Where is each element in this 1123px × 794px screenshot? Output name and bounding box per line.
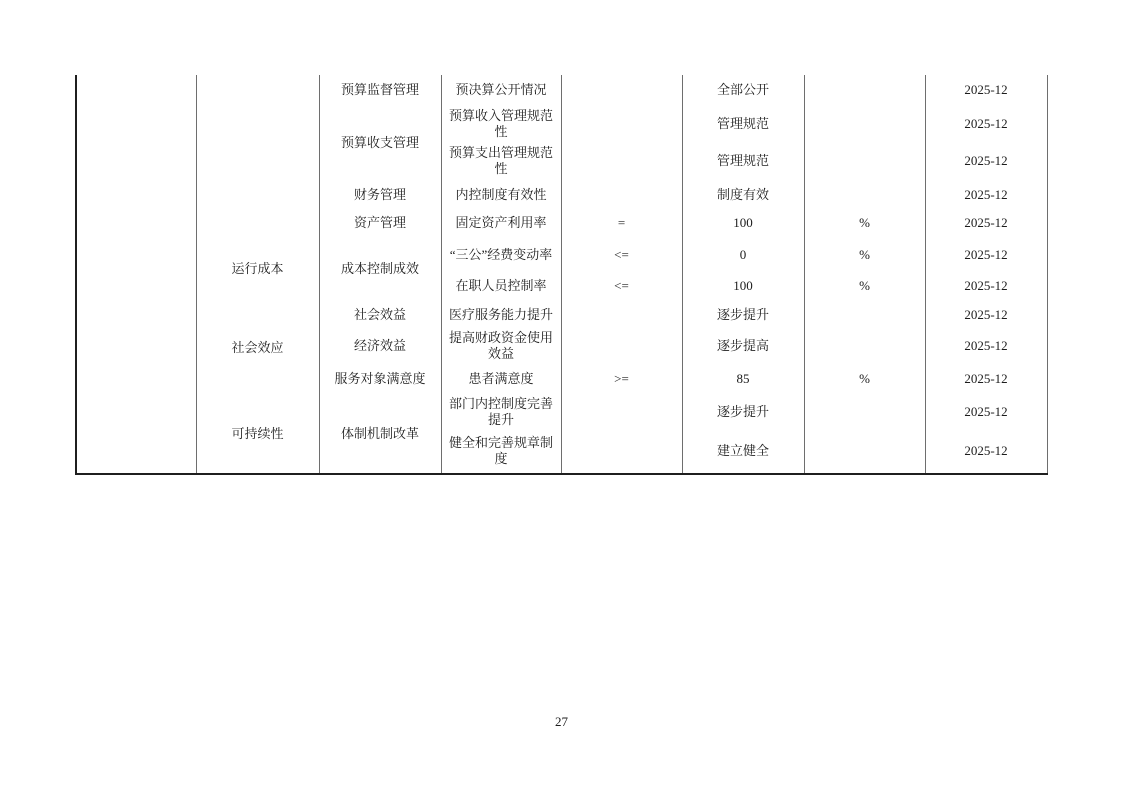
cell-unit: % bbox=[804, 363, 925, 395]
cell-indicator-value: 逐步提高 bbox=[682, 329, 804, 363]
cell-deadline: 2025-12 bbox=[925, 300, 1047, 329]
cell-indicator-value: 85 bbox=[682, 363, 804, 395]
cell-indicator-nature: <= bbox=[561, 272, 682, 300]
cell-indicator-name: 提高财政资金使用效益 bbox=[441, 329, 561, 363]
cell-unit bbox=[804, 142, 925, 180]
cell-deadline: 2025-12 bbox=[925, 429, 1047, 474]
cell-unit: % bbox=[804, 209, 925, 237]
cell-unit: % bbox=[804, 237, 925, 272]
cell-indicator-nature bbox=[561, 300, 682, 329]
cell-deadline: 2025-12 bbox=[925, 363, 1047, 395]
cell-indicator-nature: = bbox=[561, 209, 682, 237]
cell-tertiary-indicator: 社会效益 bbox=[319, 300, 441, 329]
cell-tertiary-indicator: 资产管理 bbox=[319, 209, 441, 237]
cell-deadline: 2025-12 bbox=[925, 75, 1047, 105]
table-row bbox=[76, 300, 1047, 329]
cell-deadline: 2025-12 bbox=[925, 105, 1047, 142]
cell-indicator-value: 0 bbox=[682, 237, 804, 272]
cell-tertiary-indicator: 体制机制改革 bbox=[319, 395, 441, 474]
cell-deadline: 2025-12 bbox=[925, 237, 1047, 272]
cell-unit bbox=[804, 395, 925, 429]
cell-indicator-value: 100 bbox=[682, 272, 804, 300]
cell-unit bbox=[804, 329, 925, 363]
cell-indicator-nature bbox=[561, 75, 682, 105]
table-row bbox=[76, 75, 1047, 105]
cell-indicator-nature bbox=[561, 329, 682, 363]
cell-tertiary-indicator: 预算监督管理 bbox=[319, 75, 441, 105]
cell-tertiary-indicator: 服务对象满意度 bbox=[319, 363, 441, 395]
cell-indicator-name: “三公”经费变动率 bbox=[441, 237, 561, 272]
cell-tertiary-indicator: 预算收支管理 bbox=[319, 105, 441, 180]
cell-indicator-name: 内控制度有效性 bbox=[441, 180, 561, 209]
page-number: 27 bbox=[555, 714, 568, 729]
cell-indicator-name: 固定资产利用率 bbox=[441, 209, 561, 237]
cell-indicator-name: 患者满意度 bbox=[441, 363, 561, 395]
cell-unit bbox=[804, 429, 925, 474]
cell-indicator-name: 医疗服务能力提升 bbox=[441, 300, 561, 329]
cell-indicator-value: 100 bbox=[682, 209, 804, 237]
cell-indicator-name: 在职人员控制率 bbox=[441, 272, 561, 300]
cell-deadline: 2025-12 bbox=[925, 180, 1047, 209]
cell-indicator-value: 逐步提升 bbox=[682, 300, 804, 329]
cell-unit bbox=[804, 75, 925, 105]
cell-deadline: 2025-12 bbox=[925, 142, 1047, 180]
cell-deadline: 2025-12 bbox=[925, 209, 1047, 237]
cell-tertiary-indicator: 财务管理 bbox=[319, 180, 441, 209]
cell-indicator-nature bbox=[561, 142, 682, 180]
cell-indicator-nature bbox=[561, 180, 682, 209]
cell-indicator-name: 预决算公开情况 bbox=[441, 75, 561, 105]
cell-indicator-nature: <= bbox=[561, 237, 682, 272]
cell-indicator-value: 管理规范 bbox=[682, 105, 804, 142]
cell-indicator-nature bbox=[561, 429, 682, 474]
cell-indicator-name: 预算收入管理规范性 bbox=[441, 105, 561, 142]
cell-indicator-nature bbox=[561, 395, 682, 429]
cell-unit: % bbox=[804, 272, 925, 300]
cell-indicator-name: 健全和完善规章制度 bbox=[441, 429, 561, 474]
cell-indicator-nature: >= bbox=[561, 363, 682, 395]
cell-deadline: 2025-12 bbox=[925, 395, 1047, 429]
table-row bbox=[76, 395, 1047, 429]
cell-indicator-value: 全部公开 bbox=[682, 75, 804, 105]
table-row bbox=[76, 237, 1047, 272]
cell-unit bbox=[804, 300, 925, 329]
cell-indicator-value: 逐步提升 bbox=[682, 395, 804, 429]
cell-indicator-value: 管理规范 bbox=[682, 142, 804, 180]
cell-secondary-indicator: 可持续性 bbox=[196, 395, 319, 474]
cell-secondary-indicator: 运行成本 bbox=[196, 237, 319, 300]
cell-unit bbox=[804, 180, 925, 209]
cell-blank-group bbox=[76, 75, 196, 474]
cell-indicator-value: 制度有效 bbox=[682, 180, 804, 209]
cell-unit bbox=[804, 105, 925, 142]
cell-deadline: 2025-12 bbox=[925, 329, 1047, 363]
cell-indicator-value: 建立健全 bbox=[682, 429, 804, 474]
cell-indicator-nature bbox=[561, 105, 682, 142]
cell-tertiary-indicator: 经济效益 bbox=[319, 329, 441, 363]
performance-indicator-table bbox=[75, 75, 1048, 475]
cell-secondary-indicator: 社会效应 bbox=[196, 300, 319, 395]
cell-blank-secondary bbox=[196, 75, 319, 237]
cell-tertiary-indicator: 成本控制成效 bbox=[319, 237, 441, 300]
cell-deadline: 2025-12 bbox=[925, 272, 1047, 300]
cell-indicator-name: 部门内控制度完善提升 bbox=[441, 395, 561, 429]
cell-indicator-name: 预算支出管理规范性 bbox=[441, 142, 561, 180]
